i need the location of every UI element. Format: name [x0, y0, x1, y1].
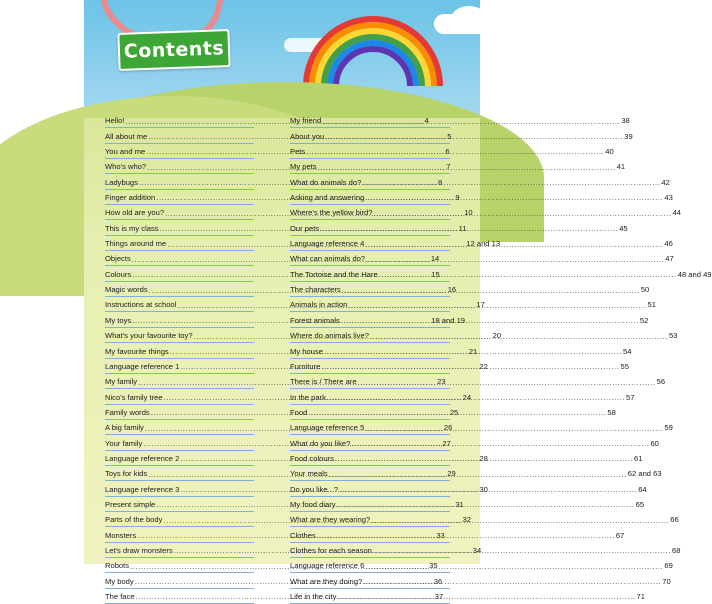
entry-title: Finger addition	[105, 193, 156, 203]
contents-entry	[290, 144, 614, 159]
entry-title: A big family	[105, 423, 144, 433]
entry-title: Asking and answering	[290, 193, 365, 203]
contents-entry	[290, 558, 673, 573]
entry-title: Food	[290, 407, 308, 417]
entry-title: Clothes	[290, 530, 316, 540]
entry-title: Pets	[290, 147, 306, 157]
entry-page-number: 34	[472, 545, 482, 555]
contents-page	[84, 0, 712, 601]
entry-title: What do animals do?	[290, 177, 362, 187]
entry-page-number: 41	[616, 162, 626, 172]
entry-title: What do you like?	[290, 438, 351, 448]
leader-dots	[341, 317, 639, 325]
entry-page-number: 6	[445, 147, 450, 157]
entry-title: Where's the yellow bird?	[290, 208, 373, 218]
entry-page-number: 46	[664, 239, 673, 249]
contents-entry	[290, 573, 671, 588]
entry-page-number: 60	[650, 438, 659, 448]
leader-dots	[337, 593, 635, 601]
entry-page-number: 7	[446, 162, 451, 172]
entry-title: My family	[105, 377, 138, 387]
entry-page-number: 29	[447, 469, 456, 479]
entry-page-number: 21	[468, 346, 478, 356]
entry-title: Toys for kids	[105, 469, 148, 479]
entry-title: Objects	[105, 254, 131, 264]
leader-dots	[320, 225, 618, 233]
entry-title: You and me	[105, 147, 146, 157]
entry-title: Language reference 3	[105, 484, 180, 494]
entry-page-number: 48 and 49	[677, 269, 712, 279]
entry-title: Colours	[105, 269, 132, 279]
entry-page-number: 8	[438, 177, 443, 187]
entry-page-number: 55	[620, 361, 629, 371]
contents-entry	[290, 251, 674, 266]
entry-page-number: 64	[638, 484, 647, 494]
entry-title: About you	[290, 131, 325, 141]
entry-title: The face	[105, 592, 135, 601]
entry-title: Nico's family tree	[105, 392, 163, 402]
entry-page-number: 12 and 13	[466, 239, 501, 249]
contents-entry	[290, 174, 670, 189]
entry-page-number: 18 and 19	[431, 315, 466, 325]
entry-page-number: 61	[633, 453, 643, 463]
contents-entry	[290, 589, 645, 604]
leader-dots	[373, 547, 671, 555]
entry-page-number: 67	[615, 530, 625, 540]
entry-title: Language reference 5	[290, 423, 365, 433]
leader-dots	[351, 440, 649, 448]
contents-entry	[290, 113, 630, 128]
entry-page-number: 5	[447, 131, 452, 141]
entry-page-number: 40	[605, 147, 614, 157]
entry-title: Instructions at school	[105, 300, 177, 310]
entry-page-number: 70	[662, 576, 671, 586]
entry-title: What's your favourite toy?	[105, 331, 193, 341]
entry-page-number: 28	[479, 453, 488, 463]
entry-title: What are they doing?	[290, 576, 363, 586]
entry-page-number: 33	[436, 530, 445, 540]
entry-page-number: 10	[464, 208, 473, 218]
entry-page-number: 24	[462, 392, 472, 402]
entry-title: Furniture	[290, 361, 321, 371]
entry-title: My body	[105, 576, 134, 586]
entry-page-number: 66	[670, 515, 679, 525]
entry-page-number: 27	[442, 438, 451, 448]
entry-page-number: 22	[479, 361, 488, 371]
entry-page-number: 14	[430, 254, 440, 264]
entry-title: What are they wearing?	[290, 515, 371, 525]
entry-page-number: 51	[647, 300, 656, 310]
entry-page-number: 31	[455, 499, 464, 509]
entry-page-number: 56	[656, 377, 666, 387]
entry-page-number: 62 and 63	[627, 469, 662, 479]
entry-page-number: 43	[664, 193, 673, 203]
entry-title: Clothes for each season	[290, 545, 372, 555]
contents-entry	[290, 190, 673, 205]
entry-page-number: 4	[424, 116, 429, 126]
entry-title: My friend	[290, 116, 322, 126]
entry-page-number: 37	[434, 592, 444, 601]
contents-entry	[290, 420, 673, 435]
entry-title: Language reference 1	[105, 361, 180, 371]
entry-page-number: 38	[621, 116, 630, 126]
entry-title: Where do animals live?	[290, 331, 369, 341]
leader-dots	[339, 486, 637, 494]
leader-dots	[365, 563, 663, 571]
entry-page-number: 45	[619, 223, 628, 233]
contents-entry	[290, 128, 633, 143]
entry-title: All about me	[105, 131, 148, 141]
title-sign	[117, 29, 230, 71]
entry-title: My food diary	[290, 499, 336, 509]
entry-title: Food colours	[290, 453, 334, 463]
entry-title: Things around me	[105, 239, 167, 249]
leader-dots	[335, 455, 633, 463]
entry-title: What can animals do?	[290, 254, 366, 264]
entry-title: Our pets	[290, 223, 320, 233]
leader-dots	[317, 532, 615, 540]
leader-dots	[366, 256, 664, 264]
entry-page-number: 39	[624, 131, 633, 141]
leader-dots	[308, 409, 606, 417]
leader-dots	[329, 471, 627, 479]
entry-title: The Tortoise and the Hare	[290, 269, 378, 279]
entry-title: Your meals	[290, 469, 328, 479]
entry-page-number: 53	[669, 331, 678, 341]
entry-page-number: 20	[492, 331, 502, 341]
leader-dots	[325, 133, 623, 141]
cloud	[452, 6, 486, 28]
entry-title: My house	[290, 346, 323, 356]
entry-title: Animals in action	[290, 300, 348, 310]
entry-page-number: 32	[462, 515, 471, 525]
entry-title: My pets	[290, 162, 317, 172]
entry-page-number: 15	[431, 269, 440, 279]
entry-title: Language reference 6	[290, 561, 365, 571]
entry-page-number: 44	[672, 208, 682, 218]
leader-dots	[324, 348, 622, 356]
contents-entry	[290, 266, 712, 281]
entry-title: Let's draw monsters	[105, 545, 173, 555]
leader-dots	[363, 578, 661, 586]
entry-title: This is my class	[105, 223, 159, 233]
entry-title: Hello!	[105, 116, 125, 126]
entry-title: Family words	[105, 407, 150, 417]
entry-title: Language reference 2	[105, 453, 180, 463]
entry-page-number: 52	[639, 315, 649, 325]
entry-page-number: 16	[447, 285, 457, 295]
entry-title: The characters	[290, 285, 341, 295]
entry-page-number: 26	[443, 423, 453, 433]
leader-dots	[365, 194, 663, 202]
entry-title: Language reference 4	[290, 239, 365, 249]
entry-page-number: 58	[607, 407, 616, 417]
entry-title: Magic words	[105, 285, 148, 295]
entry-page-number: 30	[479, 484, 488, 494]
leader-dots	[337, 501, 635, 509]
leader-dots	[374, 210, 672, 218]
rainbow-illustration	[298, 6, 448, 86]
entry-title: Forest animals	[290, 315, 340, 325]
leader-dots	[362, 179, 660, 187]
entry-title: Life in the city	[290, 592, 337, 601]
leader-dots	[306, 148, 604, 156]
leader-dots	[322, 118, 620, 126]
entry-title: Robots	[105, 561, 130, 571]
leader-dots	[321, 363, 619, 371]
entry-title: Monsters	[105, 530, 137, 540]
contents-entry	[290, 527, 625, 542]
entry-page-number: 65	[635, 499, 645, 509]
leader-dots	[371, 517, 669, 525]
leader-dots	[365, 425, 663, 433]
leader-dots	[348, 302, 646, 310]
entry-title: How old are you?	[105, 208, 165, 218]
contents-entry	[290, 312, 649, 327]
leader-dots	[370, 333, 668, 341]
entry-page-number: 23	[437, 377, 446, 387]
entry-title: My favourite things	[105, 346, 169, 356]
entry-title: Present simple	[105, 499, 156, 509]
entry-title: There is / There are	[290, 377, 357, 387]
leader-dots	[327, 394, 625, 402]
entry-page-number: 9	[455, 193, 460, 203]
entry-page-number: 42	[661, 177, 670, 187]
entry-title: Do you like...?	[290, 484, 339, 494]
contents-entry	[290, 159, 626, 174]
entry-title: Your family	[105, 438, 143, 448]
leader-dots	[365, 241, 663, 249]
entry-page-number: 25	[449, 407, 459, 417]
entry-page-number: 17	[476, 300, 485, 310]
entry-page-number: 54	[623, 346, 632, 356]
entry-title: My toys	[105, 315, 132, 325]
leader-dots	[358, 379, 656, 387]
entry-page-number: 68	[671, 545, 681, 555]
contents-entry	[290, 435, 659, 450]
entry-page-number: 69	[664, 561, 673, 571]
contents-entry	[290, 374, 666, 389]
leader-dots	[379, 271, 677, 279]
entry-page-number: 57	[625, 392, 635, 402]
entry-title: Who's who?	[105, 162, 147, 172]
page-title: Contents	[123, 37, 225, 63]
entry-page-number: 47	[665, 254, 674, 264]
entry-page-number: 11	[458, 223, 467, 233]
entry-page-number: 50	[640, 285, 650, 295]
entry-page-number: 35	[429, 561, 438, 571]
entry-page-number: 59	[664, 423, 673, 433]
leader-dots	[342, 287, 640, 295]
entry-title: In the park	[290, 392, 326, 402]
entry-page-number: 36	[433, 576, 443, 586]
entry-page-number: 71	[636, 592, 645, 601]
leader-dots	[318, 164, 616, 172]
entry-title: Parts of the body	[105, 515, 163, 525]
entry-title: Ladybugs	[105, 177, 138, 187]
